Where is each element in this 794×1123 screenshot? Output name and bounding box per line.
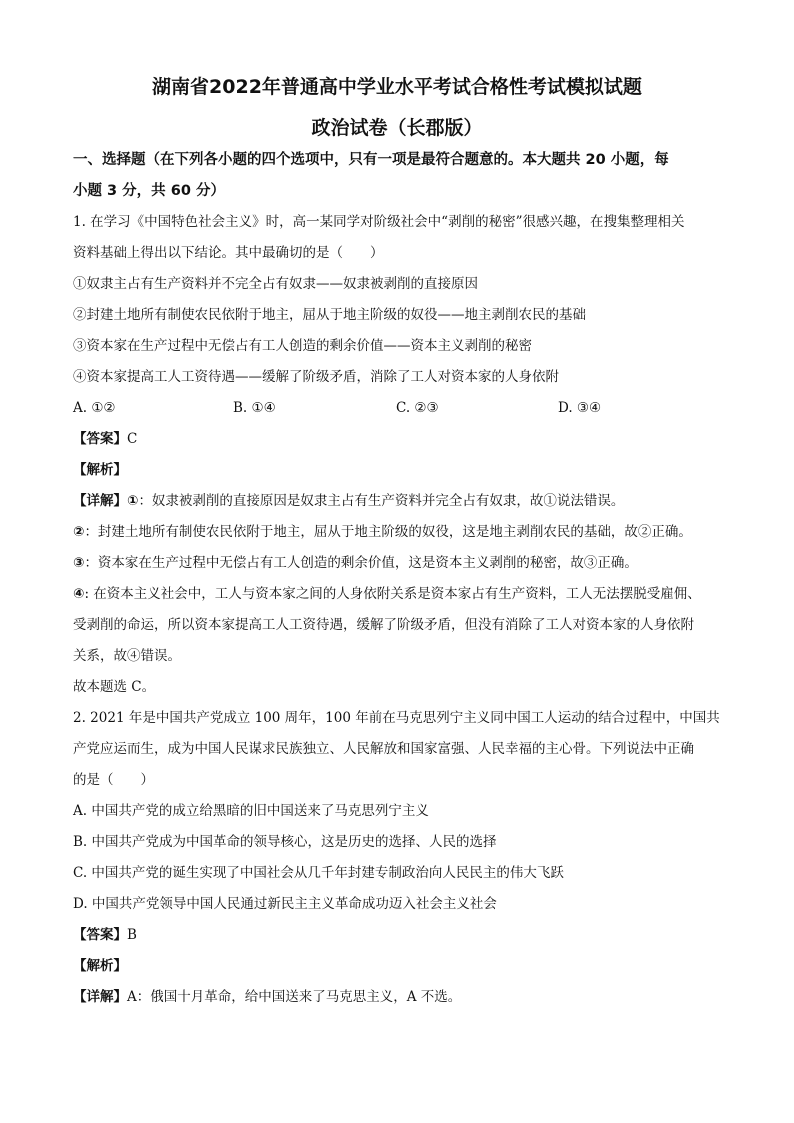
- detail-text: : 在资本主义社会中，工人与资本家之间的人身依附关系是资本家占有生产资料，工人无法摆脱受雇佣、: [84, 586, 701, 602]
- detail-tag: 【详解】: [73, 989, 127, 1005]
- q1-answer: [73, 429, 723, 449]
- q1-statement-4: ④资本家提高工人工资待遇——缓解了阶级矛盾，消除了工人对资本家的人身依附: [73, 369, 559, 385]
- detail-marker: ③: [73, 555, 85, 571]
- detail-tag: 【详解】: [73, 493, 127, 509]
- q2-analysis-tag: 【解析】: [73, 958, 127, 974]
- q1-option-c: C. ②③: [396, 400, 439, 416]
- q2-option-d: D. 中国共产党领导中国人民通过新民主主义革命成功迈入社会主义社会: [73, 896, 497, 912]
- q2-stem-line1: 2. 2021 年是中国共产党成立 100 周年，100 年前在马克思列宁主义同中国工人运动的结合过程中，中国共: [73, 710, 720, 726]
- q1-stem-line2: 资料基础上得出以下结论。其中最确切的是（ ）: [73, 245, 384, 261]
- detail-text: A：俄国十月革命，给中国送来了马克思主义，A 不选。: [127, 989, 462, 1005]
- q1-analysis-tag: 【解析】: [73, 462, 127, 478]
- q2-stem-line3: 的是（ ）: [73, 772, 154, 788]
- q1-detail-4-cont2: 关系，故④错误。: [73, 648, 181, 664]
- q1-option-d: D. ③④: [558, 400, 602, 416]
- detail-marker: ①: [127, 493, 139, 509]
- q1-stem-line1: 1. 在学习《中国特色社会主义》时，高一某同学对阶级社会中“剥削的秘密”很感兴趣，在搜集整理相关: [73, 214, 685, 230]
- section-heading-cont: 小题 3 分，共 60 分）: [73, 183, 225, 199]
- detail-text: ：资本家在生产过程中无偿占有工人创造的剩余价值，这是资本主义剥削的秘密，故③正确。: [84, 555, 638, 571]
- exam-title: 湖南省2022年普通高中学业水平考试合格性考试模拟试题: [152, 76, 642, 98]
- answer-value: B: [127, 927, 137, 943]
- q2-option-c: C. 中国共产党的诞生实现了中国社会从几千年封建专制政治向人民民主的伟大飞跃: [73, 865, 564, 881]
- q1-conclusion: 故本题选 C。: [73, 679, 156, 695]
- section-heading: 一、选择题（在下列各小题的四个选项中，只有一项是最符合题意的。本大题共 20 小题，每: [73, 152, 669, 168]
- q1-detail-3: [73, 553, 723, 573]
- answer-tag: 【答案】: [73, 431, 127, 447]
- answer-value: C: [127, 431, 138, 447]
- exam-subtitle: 政治试卷（长郡版）: [311, 117, 483, 139]
- q2-answer: [73, 925, 723, 945]
- detail-marker: ②: [73, 524, 85, 540]
- q2-option-b: B. 中国共产党成为中国革命的领导核心，这是历史的选择、人民的选择: [73, 834, 497, 850]
- q1-statement-1: ①奴隶主占有生产资料并不完全占有奴隶——奴隶被剥削的直接原因: [73, 276, 478, 292]
- q1-detail-2: [73, 522, 723, 542]
- detail-marker: ④: [73, 586, 85, 602]
- q2-detail-1: [73, 987, 723, 1007]
- q1-statement-3: ③资本家在生产过程中无偿占有工人创造的剩余价值——资本主义剥削的秘密: [73, 338, 532, 354]
- q1-detail-4-cont: 受剥削的命运，所以资本家提高工人工资待遇，缓解了阶级矛盾，但没有消除了工人对资本家的人身依附: [73, 617, 694, 633]
- q1-statement-2: ②封建土地所有制使农民依附于地主，屈从于地主阶级的奴役——地主剥削农民的基础: [73, 307, 586, 323]
- detail-text: ：奴隶被剥削的直接原因是奴隶主占有生产资料并完全占有奴隶，故①说法错误。: [138, 493, 625, 509]
- q1-option-a: A. ①②: [73, 400, 116, 416]
- detail-text: ：封建土地所有制使农民依附于地主，屈从于地主阶级的奴役，这是地主剥削农民的基础，故②正确。: [84, 524, 692, 540]
- q1-detail-4: [73, 584, 723, 604]
- q1-option-b: B. ①④: [233, 400, 276, 416]
- q1-detail-1: [73, 491, 723, 511]
- q2-option-a: A. 中国共产党的成立给黑暗的旧中国送来了马克思列宁主义: [73, 803, 429, 819]
- q2-stem-line2: 产党应运而生，成为中国人民谋求民族独立、人民解放和国家富强、人民幸福的主心骨。下列说法中正确: [73, 741, 694, 757]
- answer-tag: 【答案】: [73, 927, 127, 943]
